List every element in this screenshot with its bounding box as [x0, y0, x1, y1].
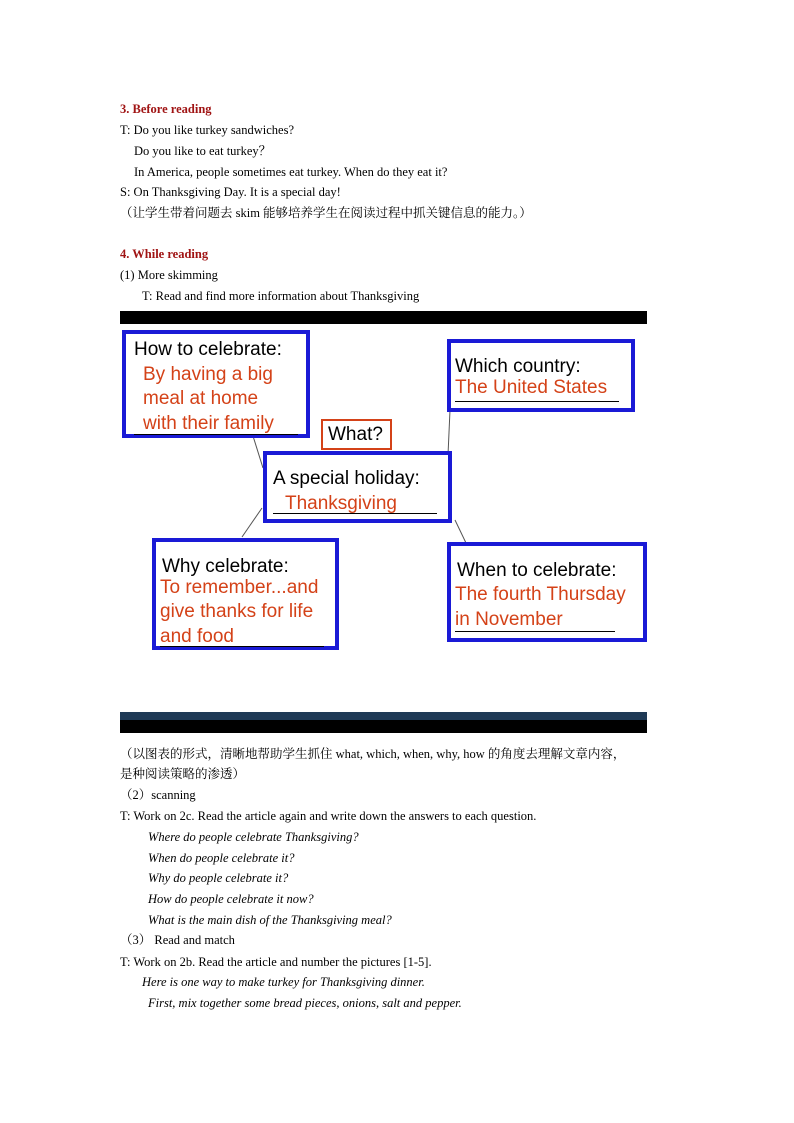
question: Why do people celebrate it? — [148, 871, 289, 885]
while-reading-heading: 4. While reading — [120, 247, 209, 261]
when-box — [447, 542, 647, 642]
when-title: When to celebrate: — [457, 560, 617, 581]
how-answer-line: meal at home — [143, 388, 259, 409]
diagram-bottom-bar — [120, 720, 647, 733]
which-underline — [455, 401, 619, 402]
why-title: Why celebrate: — [162, 556, 289, 577]
when-answer-line: in November — [455, 609, 563, 630]
how-box — [122, 330, 310, 438]
step-label: （3） Read and match — [120, 933, 235, 947]
question: How do people celebrate it now? — [148, 892, 314, 906]
why-answer-line: give thanks for life — [160, 601, 314, 622]
how-underline — [134, 434, 298, 435]
when-answer-line: The fourth Thursday — [455, 584, 626, 605]
why-answer-line: To remember...and — [160, 577, 319, 598]
teaching-note: （以图表的形式，清晰地帮助学生抓住 what, which, when, why, how 的角度去理解文章内容， — [120, 747, 626, 761]
center-underline — [273, 513, 437, 514]
step-instruction: T: Work on 2b. Read the article and number the pictures [1-5]. — [120, 955, 432, 969]
diagram-bottom-bar-accent — [120, 712, 647, 720]
question: Where do people celebrate Thanksgiving? — [148, 830, 359, 844]
teacher-line: In America, people sometimes eat turkey. When do they eat it? — [134, 165, 448, 179]
step-label: （2）scanning — [120, 788, 196, 802]
how-title: How to celebrate: — [134, 339, 282, 360]
center-answer-line: Thanksgiving — [285, 493, 397, 514]
teacher-line: Do you like to eat turkey？ — [134, 144, 272, 158]
step-instruction: T: Read and find more information about Thanksgiving — [142, 289, 420, 303]
what-label: What? — [321, 419, 392, 450]
before-reading-heading: 3. Before reading — [120, 102, 212, 116]
question: When do people celebrate it? — [148, 851, 295, 865]
teacher-line: T: Do you like turkey sandwiches? — [120, 123, 294, 137]
how-answer-line: with their family — [143, 413, 274, 434]
question: What is the main dish of the Thanksgiving meal? — [148, 913, 392, 927]
recipe-line: Here is one way to make turkey for Thanksgiving dinner. — [142, 975, 425, 989]
center-box — [263, 451, 452, 523]
how-answer-line: By having a big — [143, 364, 273, 385]
why-answer-line: and food — [160, 626, 234, 647]
center-title: A special holiday: — [273, 468, 420, 489]
why-underline — [160, 646, 324, 647]
which-box — [447, 339, 635, 412]
when-underline — [455, 631, 615, 632]
step-instruction: T: Work on 2c. Read the article again and write down the answers to each question. — [120, 809, 537, 823]
which-title: Which country: — [455, 356, 581, 377]
teaching-note: （让学生带着问题去 skim 能够培养学生在阅读过程中抓关键信息的能力。） — [120, 206, 532, 220]
which-answer-line: The United States — [455, 377, 608, 398]
student-line: S: On Thanksgiving Day. It is a special day! — [120, 185, 341, 199]
step-label: (1) More skimming — [120, 268, 218, 282]
recipe-line: First, mix together some bread pieces, onions, salt and pepper. — [148, 996, 462, 1010]
teaching-note: 是种阅读策略的渗透） — [120, 767, 246, 781]
why-box — [152, 538, 339, 650]
